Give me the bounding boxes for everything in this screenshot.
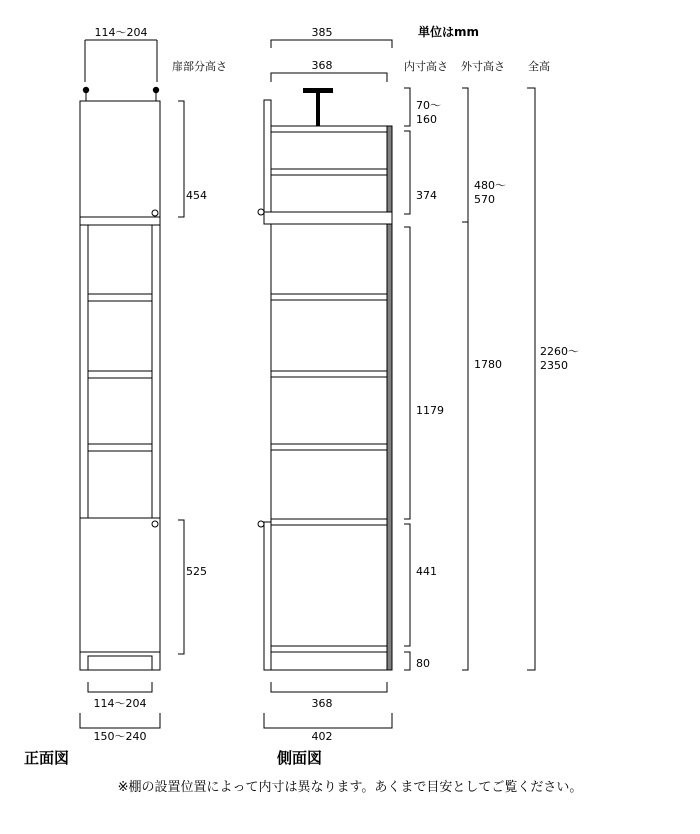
front-outer-width-bracket (80, 713, 160, 728)
side-base (271, 652, 387, 670)
side-shelf-4 (271, 519, 387, 525)
front-view-label: 正面図 (24, 749, 70, 767)
header-total-height: 全高 (528, 60, 550, 73)
side-tension-pole-top (303, 88, 333, 93)
front-outer-width-label: 150～240 (93, 730, 147, 743)
side-body (271, 126, 387, 670)
front-lower-door-knob (152, 521, 158, 527)
inner-middle-bracket (404, 227, 410, 519)
footnote: ※棚の設置位置によって内寸は異なります。あくまで目安としてご覧ください。 (117, 780, 583, 795)
front-adjuster-right-knob (153, 87, 159, 93)
side-tension-pole-stem (316, 93, 320, 126)
inner-base-height: 80 (416, 657, 430, 670)
front-upper-door-knob (152, 210, 158, 216)
front-top-width-label: 114～204 (94, 26, 148, 39)
inner-adjust-a: 70～ (416, 99, 441, 112)
total-height-bracket (527, 88, 535, 670)
front-upper-door-bracket (178, 101, 184, 217)
front-upper-door-height: 454 (186, 189, 207, 202)
side-lower-door-edge (264, 522, 271, 670)
side-upper-knob (258, 209, 264, 215)
front-inner-width-bracket (88, 682, 152, 692)
side-shelf-3 (271, 444, 387, 450)
total-height-b: 2350 (540, 359, 568, 372)
front-lower-door-bracket (178, 520, 184, 654)
side-bottom-inner-bracket (271, 682, 387, 692)
inner-lower-bracket (404, 524, 410, 646)
front-inner-width-label: 114～204 (93, 697, 147, 710)
inner-middle-height: 1179 (416, 404, 444, 417)
side-top-outer-depth: 385 (311, 26, 333, 39)
side-bottom-outer-bracket (264, 713, 392, 728)
side-view-label: 側面図 (277, 749, 323, 767)
header-outer-height: 外寸高さ (461, 60, 505, 73)
header-door-height: 扉部分高さ (172, 60, 227, 73)
front-base (80, 652, 160, 670)
side-top-outer-bracket (271, 40, 392, 48)
outer-height-dimensions (462, 88, 506, 670)
outer-lower-bracket (462, 222, 468, 670)
outer-upper-bracket (462, 88, 468, 222)
inner-adjust-b: 160 (416, 113, 437, 126)
total-height-dimension (527, 88, 579, 670)
front-lower-door (80, 518, 160, 652)
front-shelf-1 (88, 294, 152, 301)
total-height-a: 2260～ (540, 345, 579, 358)
side-top-inner-bracket (271, 73, 387, 82)
front-shelf-2 (88, 371, 152, 378)
outer-upper-b: 570 (474, 193, 495, 206)
front-shelf-3 (88, 444, 152, 451)
inner-adjust-bracket (404, 88, 410, 126)
header-inner-height: 内寸高さ (404, 60, 448, 73)
outer-lower-height: 1780 (474, 358, 502, 371)
side-upper-shelf (271, 169, 387, 175)
front-lower-door-height: 525 (186, 565, 207, 578)
side-back-panel (387, 126, 392, 670)
front-upper-door (80, 101, 160, 217)
inner-height-dimensions (404, 88, 444, 670)
inner-lower-height: 441 (416, 565, 437, 578)
front-divider (80, 217, 160, 225)
side-top-board (271, 126, 387, 132)
side-bottom-inner-depth: 368 (311, 697, 333, 710)
inner-base-bracket (404, 652, 410, 670)
side-lower-knob (258, 521, 264, 527)
unit-label: 単位はmm (418, 25, 480, 39)
side-shelf-1 (271, 294, 387, 300)
side-view (258, 26, 392, 767)
inner-upper-bracket (404, 131, 410, 214)
side-bottom-outer-depth: 402 (311, 730, 333, 743)
side-bottom-board (271, 646, 387, 652)
front-view (24, 26, 207, 767)
front-adjuster-left-knob (83, 87, 89, 93)
side-divider (264, 212, 392, 224)
side-top-inner-depth: 368 (311, 59, 333, 72)
inner-upper-height: 374 (416, 189, 437, 202)
outer-upper-a: 480～ (474, 179, 506, 192)
side-shelf-2 (271, 371, 387, 377)
side-upper-door-edge (264, 100, 271, 224)
